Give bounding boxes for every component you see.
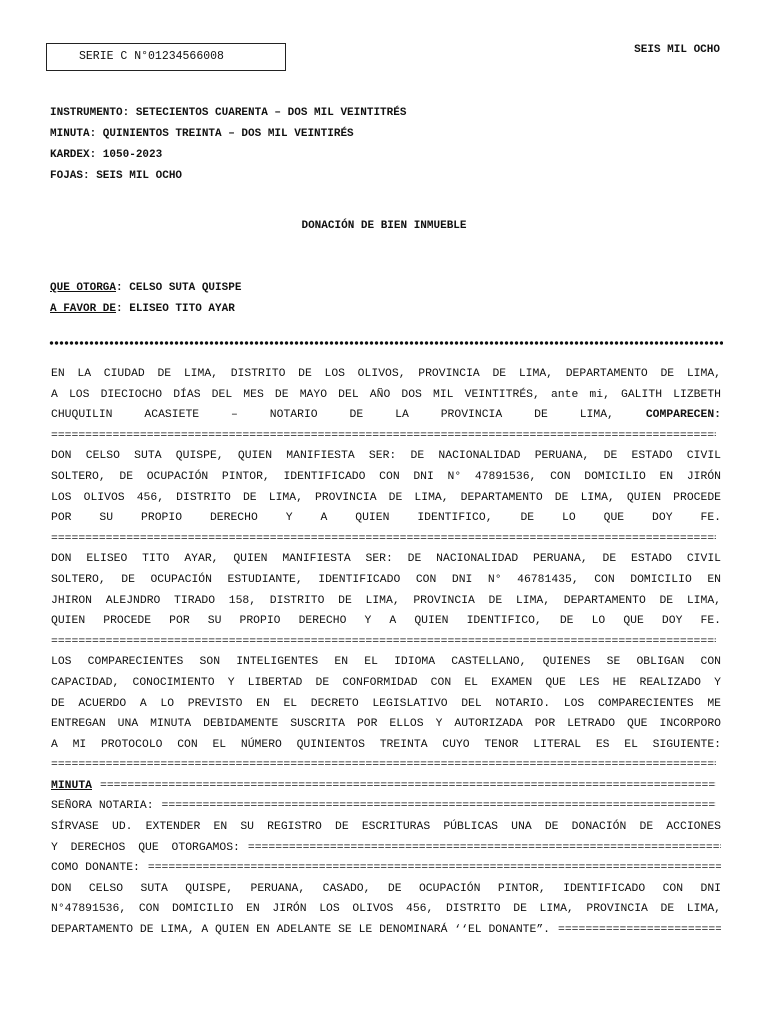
fojas-line: FOJAS: SEIS MIL OCHO [50, 170, 183, 182]
equals-fill [550, 920, 721, 941]
favor-label: A FAVOR DE [50, 303, 117, 315]
body-text: CHUQUILIN ACASIETE – NOTARIO DE LA PROVINCIA DE LIMA, [51, 409, 614, 422]
body-line: LOS OLIVOS 456, DISTRITO DE LIMA, PROVINCIA DE LIMA, DEPARTAMENTO DE LIMA, QUIEN PROCEDE [51, 491, 721, 504]
fojas-header: SEIS MIL OCHO [634, 44, 720, 56]
equals-separator [51, 529, 716, 550]
equals-separator [51, 632, 716, 653]
kardex-line: KARDEX: 1050-2023 [50, 149, 163, 161]
body-line: QUIEN PROCEDE POR SU PROPIO DERECHO Y A QUIEN IDENTIFICO, DE LO QUE DOY FE. [51, 615, 721, 628]
body-line: A MI PROTOCOLO CON EL NÚMERO QUINIENTOS TREINTA CUYO TENOR LITERAL ES EL SIGUIENTE: [51, 738, 721, 751]
instrumento-line: INSTRUMENTO: SETECIENTOS CUARENTA – DOS MIL VEINTITRÉS [50, 107, 407, 119]
equals-separator [51, 755, 716, 776]
dotted-separator [49, 340, 723, 346]
body-line: JHIRON ALEJNDRO TIRADO 158, DISTRITO DE LIMA, PROVINCIA DE LIMA, DEPARTAMENTO DE LIMA, [51, 594, 721, 607]
como-donante-line [51, 858, 721, 879]
body-line: N°47891536, CON DOMICILIO EN JIRÓN LOS OLIVOS 456, DISTRITO DE LIMA, PROVINCIA DE LIMA, [51, 903, 721, 916]
body-text: Y DERECHOS QUE OTORGAMOS: [51, 841, 240, 854]
equals-fill [140, 858, 721, 879]
body-line [51, 920, 721, 941]
body-line: CAPACIDAD, CONOCIMIENTO Y LIBERTAD DE CONFORMIDAD CON EL EXAMEN QUE LES HE REALIZADO Y [51, 676, 721, 689]
otorga-value: : CELSO SUTA QUISPE [116, 282, 242, 294]
equals-fill [240, 838, 721, 859]
equals-fill [92, 776, 716, 797]
equals-separator [51, 426, 716, 447]
minuta-heading: MINUTA [51, 779, 93, 792]
body-line: A LOS DIECIOCHO DÍAS DEL MES DE MAYO DEL AÑO DOS MIL VEINTITRÉS, ante mi, GALITH LIZBETH [51, 388, 721, 401]
body-line: SOLTERO, DE OCUPACIÓN ESTUDIANTE, IDENTIFICADO CON DNI N° 46781435, CON DOMICILIO EN [51, 573, 721, 586]
senora-notaria: SEÑORA NOTARIA: [51, 800, 154, 813]
body-line: POR SU PROPIO DERECHO Y A QUIEN IDENTIFICO, DE LO QUE DOY FE. [51, 512, 721, 525]
document-body [51, 364, 721, 941]
body-line: SOLTERO, DE OCUPACIÓN PINTOR, IDENTIFICADO CON DNI N° 47891536, CON DOMICILIO EN JIRÓN [51, 470, 721, 483]
equals-fill [154, 796, 716, 817]
body-line: ENTREGAN UNA MINUTA DEBIDAMENTE SUSCRITA POR ELLOS Y AUTORIZADA POR LETRADO QUE INCORPORO [51, 718, 721, 731]
como-donante: COMO DONANTE: [51, 862, 140, 875]
serie-number-box [46, 43, 286, 71]
comparecen-label: COMPARECEN: [645, 409, 721, 422]
parties-block [50, 278, 241, 320]
body-line [51, 405, 721, 426]
body-text: DEPARTAMENTO DE LIMA, A QUIEN EN ADELANTE SE LE DENOMINARÁ ‘‘EL DONANTE”. [51, 924, 550, 937]
minuta-heading-line [51, 776, 716, 797]
favor-value: : ELISEO TITO AYAR [116, 303, 235, 315]
serie-number: SERIE C N°01234566008 [79, 50, 224, 63]
body-line: EN LA CIUDAD DE LIMA, DISTRITO DE LOS OLIVOS, PROVINCIA DE LIMA, DEPARTAMENTO DE LIMA, [51, 368, 721, 380]
body-line: DE ACUERDO A LO PREVISTO EN EL DECRETO LEGISLATIVO DEL NOTARIO. LOS COMPARECIENTES ME [51, 697, 721, 710]
minuta-line: MINUTA: QUINIENTOS TREINTA – DOS MIL VEINTIRÉS [50, 128, 354, 140]
otorga-label: QUE OTORGA [50, 282, 117, 294]
otorga-line [50, 278, 241, 299]
body-line: SÍRVASE UD. EXTENDER EN SU REGISTRO DE ESCRITURAS PÚBLICAS UNA DE DONACIÓN DE ACCIONES [51, 821, 721, 834]
document-metadata [50, 103, 406, 187]
body-line: DON CELSO SUTA QUISPE, QUIEN MANIFIESTA SER: DE NACIONALIDAD PERUANA, DE ESTADO CIVIL [51, 450, 721, 463]
senora-line [51, 796, 716, 817]
body-line: DON ELISEO TITO AYAR, QUIEN MANIFIESTA SER: DE NACIONALIDAD PERUANA, DE ESTADO CIVIL [51, 553, 721, 566]
document-title: DONACIÓN DE BIEN INMUEBLE [301, 220, 467, 232]
body-line: LOS COMPARECIENTES SON INTELIGENTES EN EL IDIOMA CASTELLANO, QUIENES SE OBLIGAN CON [51, 656, 721, 669]
body-line: DON CELSO SUTA QUISPE, PERUANA, CASADO, DE OCUPACIÓN PINTOR, IDENTIFICADO CON DNI [51, 882, 721, 895]
favor-line [50, 299, 241, 320]
body-line [51, 838, 721, 859]
